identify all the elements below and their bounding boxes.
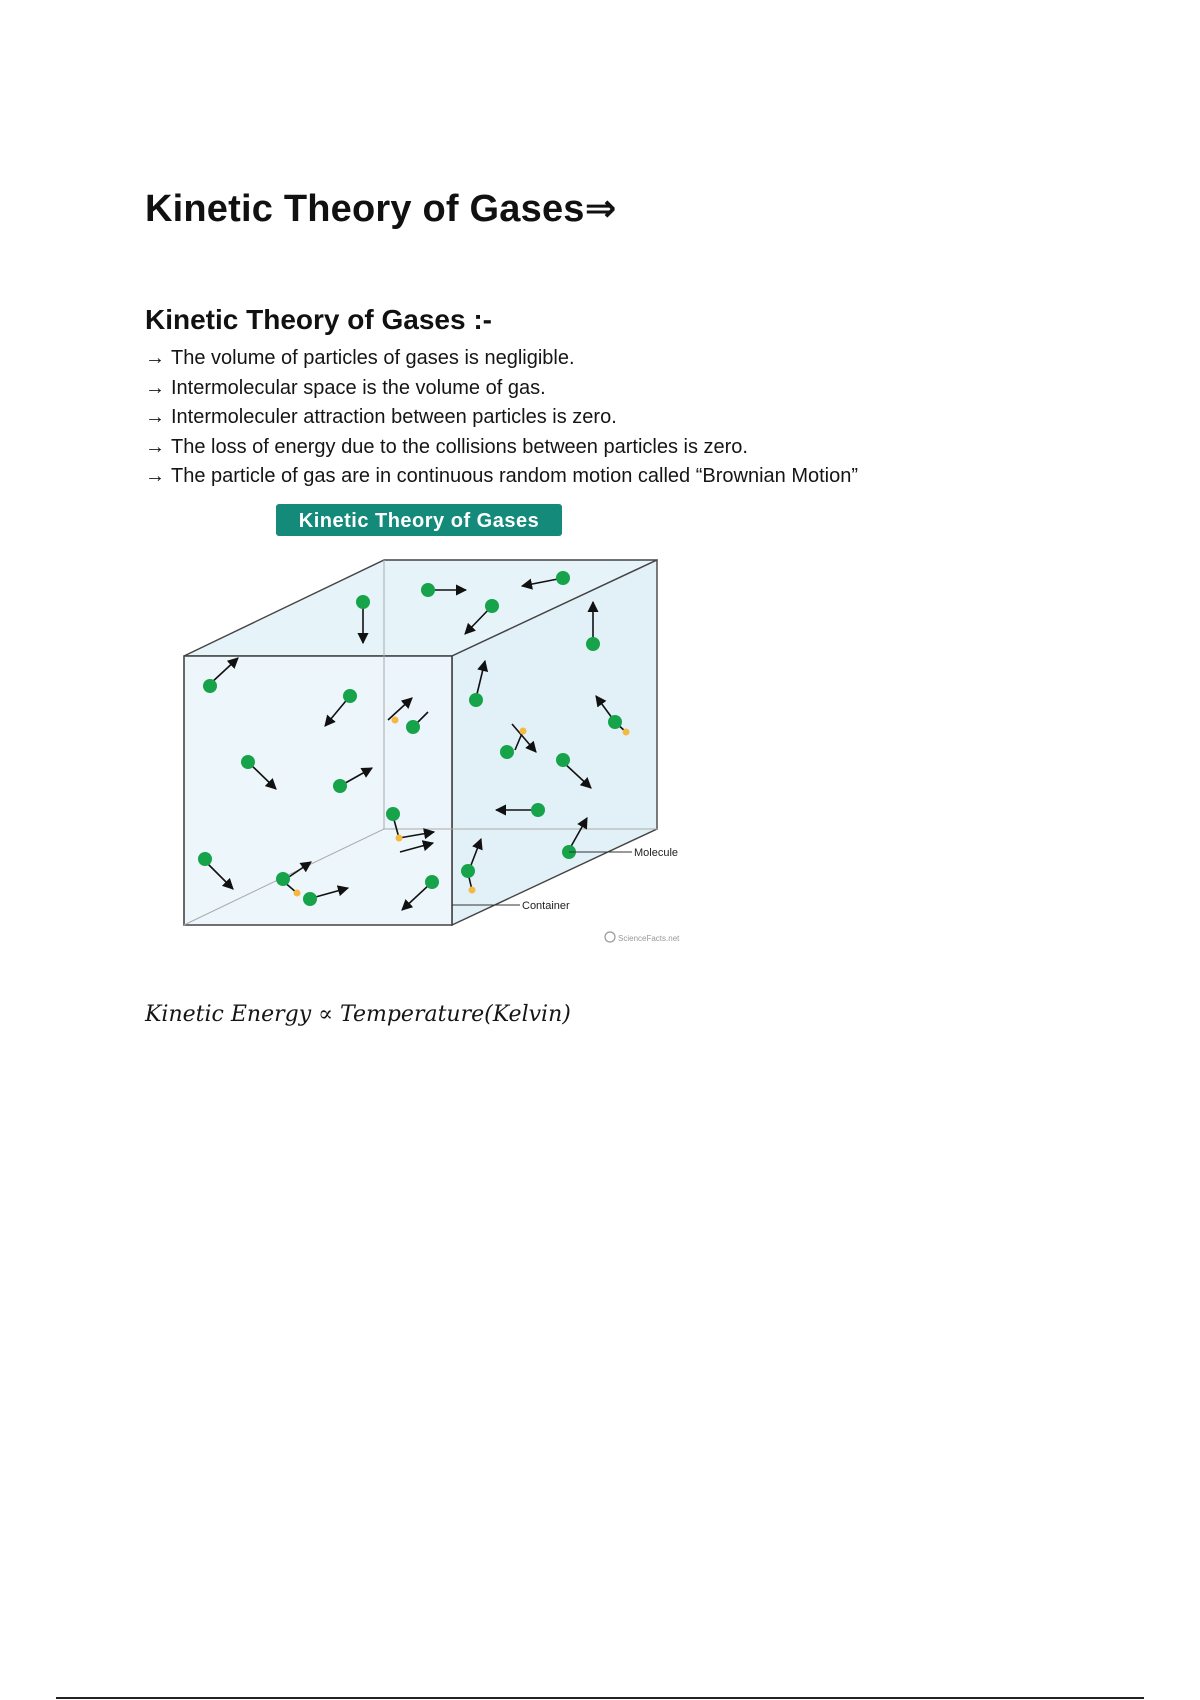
molecule [500,745,514,759]
molecule [203,679,217,693]
molecule-label: Molecule [634,847,679,859]
bullet-text: Intermoleculer attraction between particles is zero. [171,406,617,428]
molecule [586,637,600,651]
molecule [421,583,435,597]
arrow-right-icon: → [145,376,165,399]
molecule [406,720,420,734]
molecule [356,595,370,609]
bullet-list [145,344,858,492]
list-item [145,462,858,492]
arrow-right-icon: → [145,435,165,458]
footer-divider [56,1697,1144,1699]
list-item [145,433,858,463]
molecule [556,571,570,585]
arrow-right-icon: → [145,347,165,369]
molecule [608,715,622,729]
bullet-text: The volume of particles of gases is negligible. [171,347,575,369]
diagram-banner-text: Kinetic Theory of Gases [298,510,540,532]
list-item [145,374,858,404]
molecule [556,753,570,767]
list-item [145,344,858,374]
molecule [425,875,439,889]
watermark [605,932,680,943]
molecule [303,892,317,906]
arrow-right-icon: → [145,406,165,428]
molecule [461,864,475,878]
molecule [469,693,483,707]
kinetic-theory-diagram [150,498,695,953]
formula: Kinetic Energy ∝ Temperature(Kelvin) [145,1002,571,1027]
list-item [145,403,858,433]
logo-icon [605,932,615,942]
molecule [276,872,290,886]
bullet-text: The particle of gas are in continuous random motion called “Brownian Motion” [171,465,859,487]
container-box [184,560,657,925]
watermark-text: ScienceFacts.net [618,934,680,943]
molecule [241,755,255,769]
molecule [333,779,347,793]
page-title: Kinetic Theory of Gases⇒ [145,188,617,230]
molecule [343,689,357,703]
bullet-text: Intermolecular space is the volume of gas. [171,376,546,399]
bullet-text: The loss of energy due to the collisions between particles is zero. [171,435,748,458]
molecule [485,599,499,613]
molecule [531,803,545,817]
molecule [386,807,400,821]
molecule [198,852,212,866]
container-label: Container [522,900,570,912]
section-heading: Kinetic Theory of Gases :- [145,304,492,335]
arrow-right-icon: → [145,465,165,487]
